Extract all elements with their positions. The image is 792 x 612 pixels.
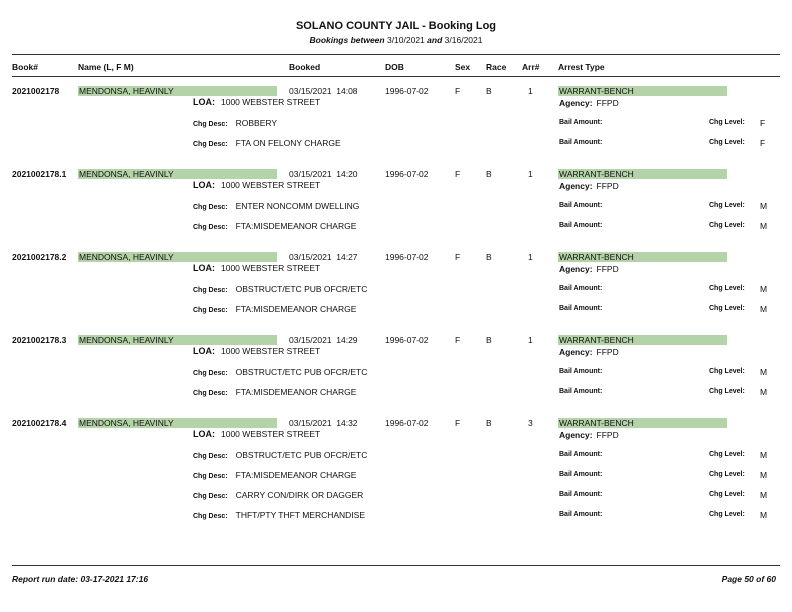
booking-record [0, 418, 792, 520]
charge-description: FTA:MISDEMEANOR CHARGE [235, 304, 357, 314]
loa-label: LOA: [193, 346, 215, 356]
agency-line [559, 98, 619, 108]
chg-desc-label: Chg Desc: [193, 390, 228, 397]
charge-description: ENTER NONCOMM DWELLING [235, 201, 360, 211]
charge-description: FTA:MISDEMEANOR CHARGE [235, 470, 357, 480]
charge-desc-line [193, 490, 363, 500]
charge-level: M [760, 510, 768, 520]
loa-line [193, 97, 320, 107]
chg-desc-label: Chg Desc: [193, 453, 228, 460]
sex: F [455, 252, 461, 262]
sex: F [455, 169, 461, 179]
col-header-sex: Sex [455, 62, 471, 72]
agency-label: Agency: [559, 430, 593, 440]
charge-description: FTA:MISDEMEANOR CHARGE [235, 387, 357, 397]
agency-value: FFPD [596, 98, 619, 108]
header-bottom-rule [12, 76, 780, 77]
col-header-book: Book# [12, 62, 38, 72]
charge-level: M [760, 284, 768, 294]
charge-desc-line [193, 138, 341, 148]
race: B [486, 418, 492, 428]
arrest-count: 1 [528, 252, 533, 262]
booking-record [0, 86, 792, 166]
chg-desc-label: Chg Desc: [193, 307, 228, 314]
bail-amount-label: Bail Amount: [559, 202, 603, 209]
charge-description: FTA:MISDEMEANOR CHARGE [235, 221, 357, 231]
arrest-count: 1 [528, 169, 533, 179]
loa-value: 1000 WEBSTER STREET [221, 263, 321, 273]
loa-label: LOA: [193, 180, 215, 190]
chg-desc-label: Chg Desc: [193, 513, 228, 520]
footer-rule [12, 565, 780, 566]
booking-record [0, 252, 792, 332]
chg-level-label: Chg Level: [709, 368, 745, 375]
agency-label: Agency: [559, 181, 593, 191]
charge-description: OBSTRUCT/ETC PUB OFCR/ETC [235, 450, 368, 460]
loa-value: 1000 WEBSTER STREET [221, 97, 321, 107]
chg-level-label: Chg Level: [709, 119, 745, 126]
col-header-arrest-type: Arrest Type [558, 62, 605, 72]
dob: 1996-07-02 [385, 252, 429, 262]
chg-level-label: Chg Level: [709, 285, 745, 292]
loa-line [193, 263, 320, 273]
loa-label: LOA: [193, 429, 215, 439]
bail-amount-label: Bail Amount: [559, 119, 603, 126]
charge-level: M [760, 221, 768, 231]
charge-desc-line [193, 510, 365, 520]
subtitle-and: and [427, 35, 443, 45]
header-top-rule [12, 54, 780, 55]
bail-amount-label: Bail Amount: [559, 491, 603, 498]
chg-level-label: Chg Level: [709, 471, 745, 478]
col-header-booked: Booked [289, 62, 321, 72]
charge-desc-line [193, 450, 367, 460]
agency-line [559, 430, 619, 440]
chg-level-label: Chg Level: [709, 491, 745, 498]
charge-level: F [760, 138, 766, 148]
charge-level: M [760, 367, 768, 377]
sex: F [455, 335, 461, 345]
charge-desc-line [193, 387, 356, 397]
agency-line [559, 264, 619, 274]
charge-desc-line [193, 304, 356, 314]
chg-desc-label: Chg Desc: [193, 204, 228, 211]
charge-description: OBSTRUCT/ETC PUB OFCR/ETC [235, 367, 368, 377]
inmate-name: MENDONSA, HEAVINLY [78, 335, 277, 345]
page-number: Page 50 of 60 [721, 574, 776, 584]
charge-description: FTA ON FELONY CHARGE [235, 138, 341, 148]
booking-record [0, 169, 792, 249]
bail-amount-label: Bail Amount: [559, 305, 603, 312]
chg-level-label: Chg Level: [709, 451, 745, 458]
loa-label: LOA: [193, 263, 215, 273]
loa-value: 1000 WEBSTER STREET [221, 346, 321, 356]
arrest-type: WARRANT-BENCH [558, 169, 727, 179]
end-date: 3/16/2021 [444, 35, 483, 45]
chg-level-label: Chg Level: [709, 202, 745, 209]
agency-label: Agency: [559, 264, 593, 274]
booked-datetime: 03/15/2021 14:27 [289, 252, 358, 262]
sex: F [455, 418, 461, 428]
bail-amount-label: Bail Amount: [559, 471, 603, 478]
agency-line [559, 181, 619, 191]
chg-level-label: Chg Level: [709, 388, 745, 395]
booked-datetime: 03/15/2021 14:29 [289, 335, 358, 345]
arrest-type: WARRANT-BENCH [558, 252, 727, 262]
agency-line [559, 347, 619, 357]
chg-desc-label: Chg Desc: [193, 121, 228, 128]
dob: 1996-07-02 [385, 86, 429, 96]
chg-desc-label: Chg Desc: [193, 224, 228, 231]
inmate-name: MENDONSA, HEAVINLY [78, 169, 277, 179]
dob: 1996-07-02 [385, 335, 429, 345]
booked-datetime: 03/15/2021 14:20 [289, 169, 358, 179]
agency-value: FFPD [596, 430, 619, 440]
subtitle-prefix: Bookings between [309, 35, 385, 45]
booked-datetime: 03/15/2021 14:08 [289, 86, 358, 96]
inmate-name: MENDONSA, HEAVINLY [78, 86, 277, 96]
report-subtitle [0, 35, 792, 45]
charge-desc-line [193, 367, 367, 377]
charge-level: M [760, 304, 768, 314]
chg-level-label: Chg Level: [709, 139, 745, 146]
bail-amount-label: Bail Amount: [559, 285, 603, 292]
booked-datetime: 03/15/2021 14:32 [289, 418, 358, 428]
inmate-name: MENDONSA, HEAVINLY [78, 252, 277, 262]
chg-desc-label: Chg Desc: [193, 370, 228, 377]
inmate-name: MENDONSA, HEAVINLY [78, 418, 277, 428]
start-date: 3/10/2021 [386, 35, 425, 45]
agency-label: Agency: [559, 347, 593, 357]
loa-label: LOA: [193, 97, 215, 107]
col-header-race: Race [486, 62, 507, 72]
charge-desc-line [193, 470, 356, 480]
agency-value: FFPD [596, 347, 619, 357]
charge-desc-line [193, 201, 359, 211]
charge-description: ROBBERY [235, 118, 278, 128]
loa-line [193, 180, 320, 190]
sex: F [455, 86, 461, 96]
race: B [486, 86, 492, 96]
chg-level-label: Chg Level: [709, 222, 745, 229]
bail-amount-label: Bail Amount: [559, 451, 603, 458]
race: B [486, 335, 492, 345]
arrest-count: 3 [528, 418, 533, 428]
loa-line [193, 429, 320, 439]
report-title: SOLANO COUNTY JAIL - Booking Log [295, 20, 497, 32]
book-number: 2021002178.1 [12, 169, 67, 179]
agency-value: FFPD [596, 264, 619, 274]
bail-amount-label: Bail Amount: [559, 139, 603, 146]
loa-line [193, 346, 320, 356]
booking-record [0, 335, 792, 415]
chg-desc-label: Chg Desc: [193, 141, 228, 148]
chg-desc-label: Chg Desc: [193, 493, 228, 500]
dob: 1996-07-02 [385, 418, 429, 428]
race: B [486, 169, 492, 179]
bail-amount-label: Bail Amount: [559, 388, 603, 395]
arrest-count: 1 [528, 335, 533, 345]
bail-amount-label: Bail Amount: [559, 511, 603, 518]
charge-description: OBSTRUCT/ETC PUB OFCR/ETC [235, 284, 368, 294]
book-number: 2021002178.2 [12, 252, 67, 262]
chg-level-label: Chg Level: [709, 305, 745, 312]
arrest-type: WARRANT-BENCH [558, 335, 727, 345]
arrest-type: WARRANT-BENCH [558, 86, 727, 96]
col-header-dob: DOB [385, 62, 404, 72]
chg-desc-label: Chg Desc: [193, 287, 228, 294]
dob: 1996-07-02 [385, 169, 429, 179]
charge-level: F [760, 118, 766, 128]
arrest-type: WARRANT-BENCH [558, 418, 727, 428]
bail-amount-label: Bail Amount: [559, 368, 603, 375]
agency-label: Agency: [559, 98, 593, 108]
charge-description: CARRY CON/DIRK OR DAGGER [235, 490, 364, 500]
report-run-date: Report run date: 03-17-2021 17:16 [12, 574, 149, 584]
charge-desc-line [193, 118, 277, 128]
book-number: 2021002178.4 [12, 418, 67, 428]
charge-desc-line [193, 284, 367, 294]
charge-level: M [760, 450, 768, 460]
book-number: 2021002178 [12, 86, 60, 96]
charge-level: M [760, 490, 768, 500]
col-header-arr: Arr# [522, 62, 540, 72]
charge-level: M [760, 201, 768, 211]
loa-value: 1000 WEBSTER STREET [221, 429, 321, 439]
charge-level: M [760, 470, 768, 480]
col-header-name: Name (L, F M) [78, 62, 134, 72]
bail-amount-label: Bail Amount: [559, 222, 603, 229]
charge-desc-line [193, 221, 356, 231]
book-number: 2021002178.3 [12, 335, 67, 345]
agency-value: FFPD [596, 181, 619, 191]
charge-level: M [760, 387, 768, 397]
charge-description: THFT/PTY THFT MERCHANDISE [235, 510, 366, 520]
chg-level-label: Chg Level: [709, 511, 745, 518]
race: B [486, 252, 492, 262]
chg-desc-label: Chg Desc: [193, 473, 228, 480]
loa-value: 1000 WEBSTER STREET [221, 180, 321, 190]
arrest-count: 1 [528, 86, 533, 96]
